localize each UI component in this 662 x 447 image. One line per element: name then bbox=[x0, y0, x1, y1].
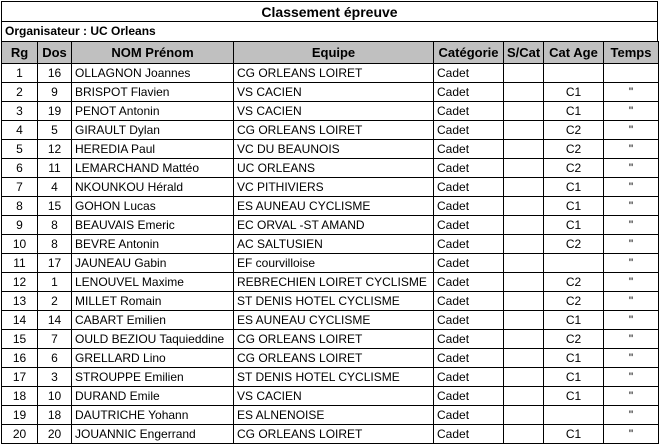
cell-bib[interactable]: 17 bbox=[38, 254, 72, 273]
cell-time[interactable]: " bbox=[604, 216, 659, 235]
table-row[interactable] bbox=[2, 254, 659, 273]
cell-team[interactable]: VC DU BEAUNOIS bbox=[234, 140, 434, 159]
cell-bib[interactable]: 9 bbox=[38, 83, 72, 102]
cell-bib[interactable]: 14 bbox=[38, 311, 72, 330]
cell-team[interactable]: EC ORVAL -ST AMAND bbox=[234, 216, 434, 235]
cell-bib[interactable]: 12 bbox=[38, 140, 72, 159]
cell-bib[interactable]: 15 bbox=[38, 197, 72, 216]
col-header-team[interactable]: Equipe bbox=[234, 42, 434, 64]
cell-time[interactable]: " bbox=[604, 178, 659, 197]
cell-team[interactable]: ST DENIS HOTEL CYCLISME bbox=[234, 368, 434, 387]
cell-subcategory[interactable] bbox=[504, 140, 544, 159]
cell-age-category[interactable]: C2 bbox=[544, 235, 604, 254]
cell-age-category[interactable]: C2 bbox=[544, 159, 604, 178]
cell-age-category[interactable]: C1 bbox=[544, 178, 604, 197]
cell-rank[interactable]: 13 bbox=[2, 292, 38, 311]
cell-age-category[interactable]: C1 bbox=[544, 197, 604, 216]
cell-category[interactable]: Cadet bbox=[434, 273, 504, 292]
cell-category[interactable]: Cadet bbox=[434, 425, 504, 444]
cell-age-category[interactable] bbox=[544, 254, 604, 273]
table-row[interactable] bbox=[2, 425, 659, 444]
cell-subcategory[interactable] bbox=[504, 102, 544, 121]
col-header-category[interactable]: Catégorie bbox=[434, 42, 504, 64]
sheet-title: Classement épreuve bbox=[1, 1, 658, 22]
cell-team[interactable]: ES AUNEAU CYCLISME bbox=[234, 311, 434, 330]
cell-age-category[interactable]: C2 bbox=[544, 273, 604, 292]
cell-time[interactable]: " bbox=[604, 273, 659, 292]
cell-subcategory[interactable] bbox=[504, 83, 544, 102]
cell-rank[interactable]: 2 bbox=[2, 83, 38, 102]
cell-rank[interactable]: 7 bbox=[2, 178, 38, 197]
cell-age-category[interactable]: C1 bbox=[544, 83, 604, 102]
results-table bbox=[1, 41, 659, 444]
table-row[interactable] bbox=[2, 197, 659, 216]
cell-rank[interactable]: 20 bbox=[2, 425, 38, 444]
cell-team[interactable]: ES AUNEAU CYCLISME bbox=[234, 197, 434, 216]
cell-age-category[interactable]: C1 bbox=[544, 368, 604, 387]
cell-subcategory[interactable] bbox=[504, 330, 544, 349]
cell-subcategory[interactable] bbox=[504, 121, 544, 140]
cell-age-category[interactable]: C2 bbox=[544, 121, 604, 140]
cell-rank[interactable]: 17 bbox=[2, 368, 38, 387]
cell-name[interactable]: GIRAULT Dylan bbox=[72, 121, 234, 140]
cell-age-category[interactable]: C2 bbox=[544, 292, 604, 311]
cell-name[interactable]: STROUPPE Emilien bbox=[72, 368, 234, 387]
cell-team[interactable]: REBRECHIEN LOIRET CYCLISME bbox=[234, 273, 434, 292]
cell-time[interactable]: " bbox=[604, 235, 659, 254]
cell-rank[interactable]: 6 bbox=[2, 159, 38, 178]
cell-name[interactable]: JOUANNIC Engerrand bbox=[72, 425, 234, 444]
cell-name[interactable]: HEREDIA Paul bbox=[72, 140, 234, 159]
cell-subcategory[interactable] bbox=[504, 235, 544, 254]
cell-rank[interactable]: 18 bbox=[2, 387, 38, 406]
cell-category[interactable]: Cadet bbox=[434, 64, 504, 83]
table-row[interactable] bbox=[2, 273, 659, 292]
cell-team[interactable]: CG ORLEANS LOIRET bbox=[234, 330, 434, 349]
cell-team[interactable]: ES ALNENOISE bbox=[234, 406, 434, 425]
cell-subcategory[interactable] bbox=[504, 311, 544, 330]
col-header-bib[interactable]: Dos bbox=[38, 42, 72, 64]
cell-time[interactable]: " bbox=[604, 349, 659, 368]
col-header-name[interactable]: NOM Prénom bbox=[72, 42, 234, 64]
cell-category[interactable]: Cadet bbox=[434, 159, 504, 178]
cell-name[interactable]: LEMARCHAND Mattéo bbox=[72, 159, 234, 178]
cell-category[interactable]: Cadet bbox=[434, 368, 504, 387]
cell-category[interactable]: Cadet bbox=[434, 311, 504, 330]
cell-team[interactable]: ST DENIS HOTEL CYCLISME bbox=[234, 292, 434, 311]
cell-category[interactable]: Cadet bbox=[434, 235, 504, 254]
col-header-subcategory[interactable]: S/Cat bbox=[504, 42, 544, 64]
cell-time[interactable]: " bbox=[604, 140, 659, 159]
cell-team[interactable]: CG ORLEANS LOIRET bbox=[234, 349, 434, 368]
cell-team[interactable]: VS CACIEN bbox=[234, 102, 434, 121]
cell-subcategory[interactable] bbox=[504, 197, 544, 216]
cell-rank[interactable]: 8 bbox=[2, 197, 38, 216]
cell-rank[interactable]: 5 bbox=[2, 140, 38, 159]
cell-subcategory[interactable] bbox=[504, 159, 544, 178]
cell-rank[interactable]: 9 bbox=[2, 216, 38, 235]
cell-name[interactable]: OULD BEZIOU Taquieddine bbox=[72, 330, 234, 349]
cell-name[interactable]: DAUTRICHE Yohann bbox=[72, 406, 234, 425]
cell-subcategory[interactable] bbox=[504, 178, 544, 197]
cell-bib[interactable]: 16 bbox=[38, 64, 72, 83]
cell-name[interactable]: DURAND Emile bbox=[72, 387, 234, 406]
cell-rank[interactable]: 19 bbox=[2, 406, 38, 425]
col-header-time[interactable]: Temps bbox=[604, 42, 659, 64]
cell-time[interactable]: " bbox=[604, 83, 659, 102]
cell-age-category[interactable]: C1 bbox=[544, 102, 604, 121]
cell-rank[interactable]: 3 bbox=[2, 102, 38, 121]
cell-category[interactable]: Cadet bbox=[434, 197, 504, 216]
cell-rank[interactable]: 4 bbox=[2, 121, 38, 140]
cell-time[interactable]: " bbox=[604, 254, 659, 273]
cell-category[interactable]: Cadet bbox=[434, 387, 504, 406]
table-body bbox=[2, 64, 659, 444]
cell-bib[interactable]: 4 bbox=[38, 178, 72, 197]
cell-team[interactable]: VS CACIEN bbox=[234, 387, 434, 406]
cell-name[interactable]: LENOUVEL Maxime bbox=[72, 273, 234, 292]
cell-team[interactable]: CG ORLEANS LOIRET bbox=[234, 425, 434, 444]
cell-subcategory[interactable] bbox=[504, 349, 544, 368]
cell-name[interactable]: PENOT Antonin bbox=[72, 102, 234, 121]
cell-rank[interactable]: 14 bbox=[2, 311, 38, 330]
table-row[interactable] bbox=[2, 311, 659, 330]
cell-subcategory[interactable] bbox=[504, 387, 544, 406]
cell-name[interactable]: GOHON Lucas bbox=[72, 197, 234, 216]
cell-bib[interactable]: 2 bbox=[38, 292, 72, 311]
table-row[interactable] bbox=[2, 349, 659, 368]
cell-category[interactable]: Cadet bbox=[434, 121, 504, 140]
cell-rank[interactable]: 12 bbox=[2, 273, 38, 292]
cell-subcategory[interactable] bbox=[504, 368, 544, 387]
cell-age-category[interactable] bbox=[544, 64, 604, 83]
table-row[interactable] bbox=[2, 368, 659, 387]
cell-name[interactable]: BEAUVAIS Emeric bbox=[72, 216, 234, 235]
cell-name[interactable]: CABART Emilien bbox=[72, 311, 234, 330]
cell-category[interactable]: Cadet bbox=[434, 178, 504, 197]
cell-time[interactable]: " bbox=[604, 102, 659, 121]
cell-age-category[interactable]: C1 bbox=[544, 425, 604, 444]
cell-bib[interactable]: 1 bbox=[38, 273, 72, 292]
cell-time[interactable]: " bbox=[604, 330, 659, 349]
cell-age-category[interactable] bbox=[544, 406, 604, 425]
cell-time[interactable]: " bbox=[604, 197, 659, 216]
cell-category[interactable]: Cadet bbox=[434, 83, 504, 102]
cell-bib[interactable]: 18 bbox=[38, 406, 72, 425]
cell-bib[interactable]: 6 bbox=[38, 349, 72, 368]
table-row[interactable] bbox=[2, 330, 659, 349]
cell-time[interactable]: " bbox=[604, 121, 659, 140]
cell-time[interactable]: " bbox=[604, 406, 659, 425]
cell-category[interactable]: Cadet bbox=[434, 102, 504, 121]
cell-category[interactable]: Cadet bbox=[434, 406, 504, 425]
cell-time[interactable]: " bbox=[604, 292, 659, 311]
cell-name[interactable]: GRELLARD Lino bbox=[72, 349, 234, 368]
cell-team[interactable]: CG ORLEANS LOIRET bbox=[234, 64, 434, 83]
cell-rank[interactable]: 15 bbox=[2, 330, 38, 349]
cell-time[interactable] bbox=[604, 64, 659, 83]
cell-category[interactable]: Cadet bbox=[434, 349, 504, 368]
cell-name[interactable]: OLLAGNON Joannes bbox=[72, 64, 234, 83]
cell-category[interactable]: Cadet bbox=[434, 330, 504, 349]
cell-time[interactable]: " bbox=[604, 387, 659, 406]
header-row bbox=[2, 42, 659, 64]
cell-bib[interactable]: 3 bbox=[38, 368, 72, 387]
cell-age-category[interactable]: C1 bbox=[544, 311, 604, 330]
cell-rank[interactable]: 10 bbox=[2, 235, 38, 254]
cell-category[interactable]: Cadet bbox=[434, 216, 504, 235]
cell-subcategory[interactable] bbox=[504, 425, 544, 444]
cell-category[interactable]: Cadet bbox=[434, 254, 504, 273]
cell-age-category[interactable]: C1 bbox=[544, 349, 604, 368]
cell-age-category[interactable]: C1 bbox=[544, 216, 604, 235]
cell-rank[interactable]: 16 bbox=[2, 349, 38, 368]
table-row[interactable] bbox=[2, 216, 659, 235]
cell-bib[interactable]: 5 bbox=[38, 121, 72, 140]
table-row[interactable] bbox=[2, 387, 659, 406]
cell-category[interactable]: Cadet bbox=[434, 140, 504, 159]
cell-name[interactable]: MILLET Romain bbox=[72, 292, 234, 311]
cell-team[interactable]: UC ORLEANS bbox=[234, 159, 434, 178]
cell-subcategory[interactable] bbox=[504, 406, 544, 425]
cell-bib[interactable]: 10 bbox=[38, 387, 72, 406]
cell-age-category[interactable]: C2 bbox=[544, 330, 604, 349]
cell-subcategory[interactable] bbox=[504, 254, 544, 273]
cell-rank[interactable]: 1 bbox=[2, 64, 38, 83]
cell-time[interactable]: " bbox=[604, 368, 659, 387]
cell-name[interactable]: JAUNEAU Gabin bbox=[72, 254, 234, 273]
cell-time[interactable]: " bbox=[604, 425, 659, 444]
cell-bib[interactable]: 7 bbox=[38, 330, 72, 349]
cell-category[interactable]: Cadet bbox=[434, 292, 504, 311]
cell-time[interactable]: " bbox=[604, 311, 659, 330]
cell-name[interactable]: NKOUNKOU Hérald bbox=[72, 178, 234, 197]
cell-team[interactable]: AC SALTUSIEN bbox=[234, 235, 434, 254]
table-row[interactable] bbox=[2, 159, 659, 178]
cell-subcategory[interactable] bbox=[504, 292, 544, 311]
table-row[interactable] bbox=[2, 102, 659, 121]
cell-subcategory[interactable] bbox=[504, 64, 544, 83]
cell-bib[interactable]: 11 bbox=[38, 159, 72, 178]
cell-team[interactable]: CG ORLEANS LOIRET bbox=[234, 121, 434, 140]
table-row[interactable] bbox=[2, 121, 659, 140]
cell-bib[interactable]: 19 bbox=[38, 102, 72, 121]
table-row[interactable] bbox=[2, 83, 659, 102]
cell-team[interactable]: EF courvilloise bbox=[234, 254, 434, 273]
cell-subcategory[interactable] bbox=[504, 216, 544, 235]
cell-rank[interactable]: 11 bbox=[2, 254, 38, 273]
col-header-age-category[interactable]: Cat Age bbox=[544, 42, 604, 64]
table-row[interactable] bbox=[2, 140, 659, 159]
cell-name[interactable]: BEVRE Antonin bbox=[72, 235, 234, 254]
table-row[interactable] bbox=[2, 406, 659, 425]
cell-time[interactable]: " bbox=[604, 159, 659, 178]
table-row[interactable] bbox=[2, 178, 659, 197]
table-row[interactable] bbox=[2, 64, 659, 83]
cell-bib[interactable]: 8 bbox=[38, 216, 72, 235]
cell-subcategory[interactable] bbox=[504, 273, 544, 292]
cell-team[interactable]: VS CACIEN bbox=[234, 83, 434, 102]
cell-team[interactable]: VC PITHIVIERS bbox=[234, 178, 434, 197]
table-row[interactable] bbox=[2, 235, 659, 254]
cell-age-category[interactable]: C2 bbox=[544, 140, 604, 159]
cell-bib[interactable]: 8 bbox=[38, 235, 72, 254]
table-row[interactable] bbox=[2, 292, 659, 311]
col-header-rank[interactable]: Rg bbox=[2, 42, 38, 64]
cell-bib[interactable]: 20 bbox=[38, 425, 72, 444]
cell-age-category[interactable]: C1 bbox=[544, 387, 604, 406]
organizer-label: Organisateur : UC Orleans bbox=[1, 22, 658, 41]
cell-name[interactable]: BRISPOT Flavien bbox=[72, 83, 234, 102]
